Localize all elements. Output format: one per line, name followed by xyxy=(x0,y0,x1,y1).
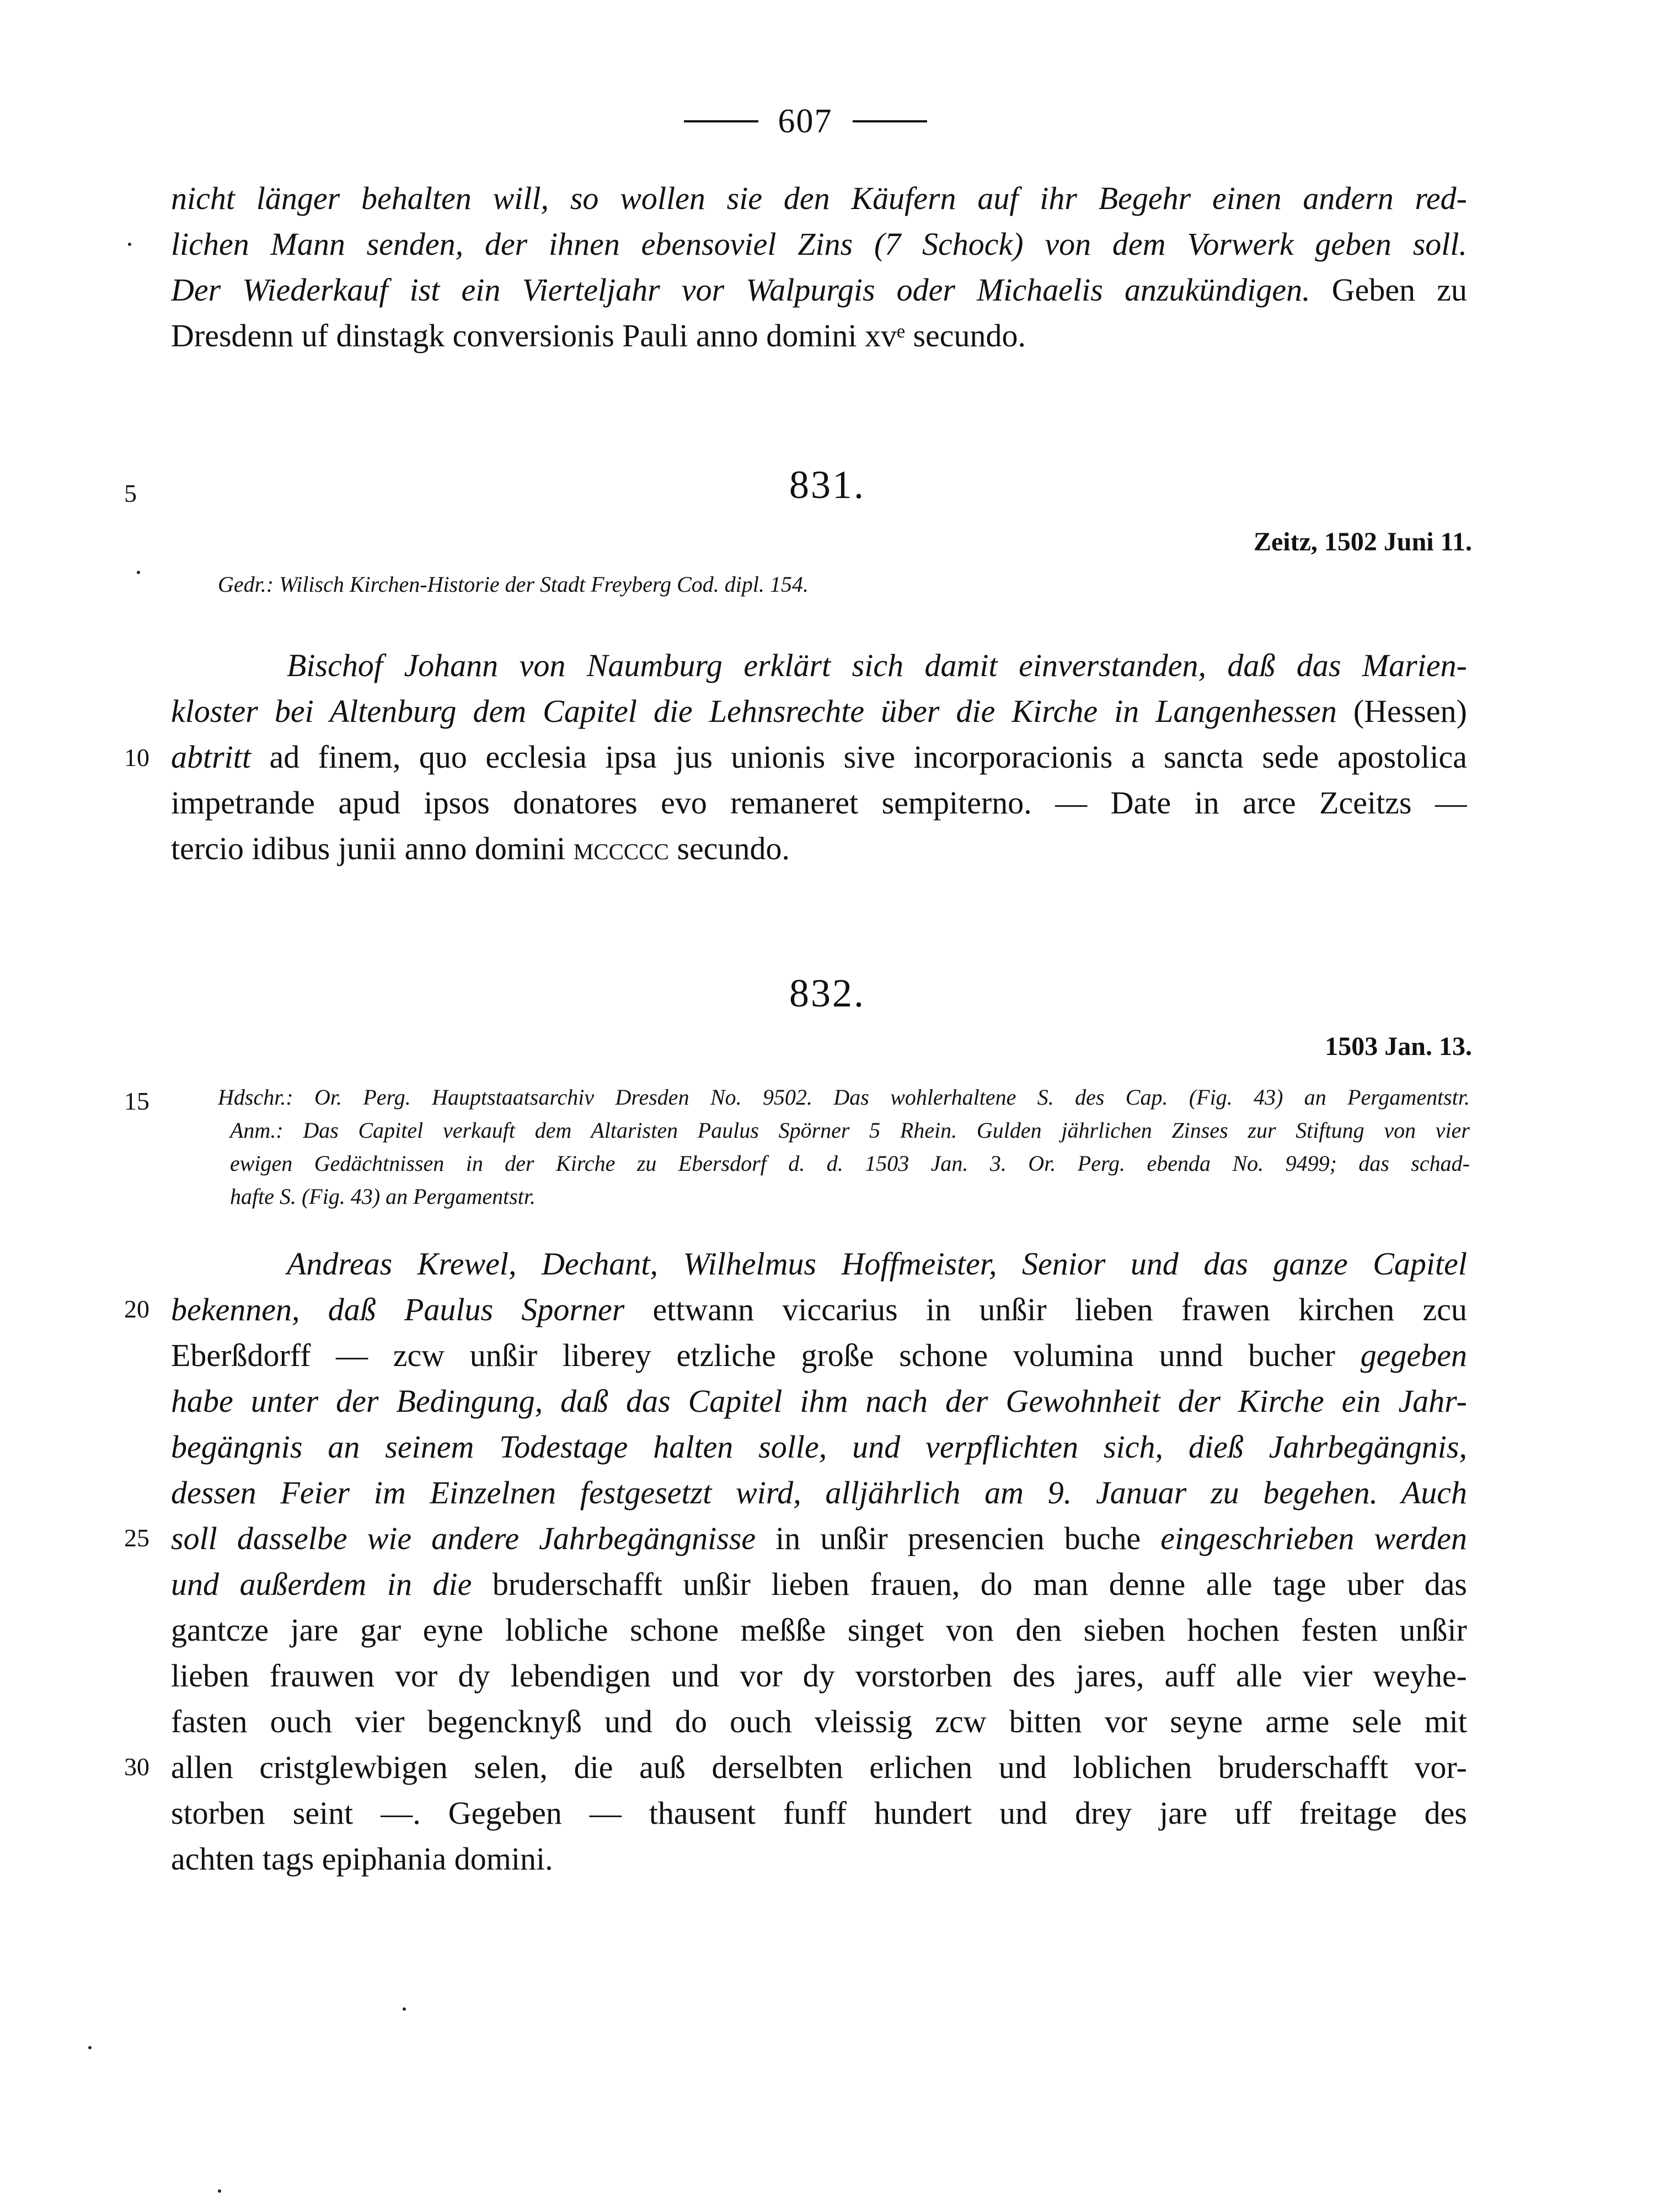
header-rule-right xyxy=(853,120,927,122)
text-line: allen cristglewbigen selen, die auß derselbten erlichen und loblichen bruderschafft vor- xyxy=(171,1749,1467,1785)
scan-speck xyxy=(403,2007,406,2011)
text-line: Andreas Krewel, Dechant, Wilhelmus Hoffmeister, Senior und das ganze Capitel xyxy=(287,1246,1467,1282)
text-line: lichen Mann senden, der ihnen ebensoviel Zins (7 Schock) von dem Vorwerk geben soll. xyxy=(171,226,1467,262)
page-header xyxy=(651,99,960,143)
text-line: abtritt ad finem, quo ecclesia ipsa jus unionis sive incorporacionis a sancta sede apostolica xyxy=(171,739,1467,775)
archival-notes xyxy=(218,1081,1470,1213)
scan-speck xyxy=(137,571,140,574)
note-line: Gedr.: Wilisch Kirchen-Historie der Stadt Freyberg Cod. dipl. 154. xyxy=(218,572,809,597)
text-line: bekennen, daß Paulus Sporner ettwann viccarius in unßir lieben frawen kirchen zcu xyxy=(171,1292,1467,1327)
document-dateline: Zeitz, 1502 Juni 11. xyxy=(1253,527,1472,556)
note-line: hafte S. (Fig. 43) an Pergamentstr. xyxy=(230,1184,536,1209)
line-number: 25 xyxy=(124,1524,149,1552)
scan-speck xyxy=(88,2046,92,2049)
text-line: und außerdem in die bruderschafft unßir lieben frauen, do man denne alle tage uber das xyxy=(171,1566,1467,1602)
text-line: kloster bei Altenburg dem Capitel die Lehnsrechte über die Kirche in Langenhessen (Hessen) xyxy=(171,693,1467,729)
text-line: nicht länger behalten will, so wollen sie den Käufern auf ihr Begehr einen andern red- xyxy=(171,180,1467,216)
page-number: 607 xyxy=(778,102,833,140)
text-line: gantcze jare gar eyne lobliche schone meßße singet von den sieben hochen festen unßir xyxy=(171,1612,1467,1648)
text-line: Der Wiederkauf ist ein Vierteljahr vor Walpurgis oder Michaelis anzukündigen. Geben zu xyxy=(171,272,1467,308)
document-831-text xyxy=(171,642,1467,871)
document-number: 832. xyxy=(789,971,865,1015)
note-line: Anm.: Das Capitel verkauft dem Altaristen Paulus Spörner 5 Rhein. Gulden jährlichen Zinses zur Stiftung von vier xyxy=(230,1118,1470,1143)
text-line: Dresdenn uf dinstagk conversionis Pauli anno domini xvᵉ secundo. xyxy=(171,318,1026,354)
text-line: storben seint —. Gegeben — thausent funff hundert und drey jare uff freitage des xyxy=(171,1795,1467,1831)
continuation-text xyxy=(171,175,1467,358)
line-number: 15 xyxy=(124,1087,149,1115)
note-line: Hdschr.: Or. Perg. Hauptstaatsarchiv Dresden No. 9502. Das wohlerhaltene S. des Cap. (Fig. 43) an Pergamentstr. xyxy=(218,1085,1470,1110)
text-line: Bischof Johann von Naumburg erklärt sich damit einverstanden, daß das Marien- xyxy=(287,647,1467,683)
document-number: 831. xyxy=(789,463,865,507)
text-line: achten tags epiphania domini. xyxy=(171,1841,553,1877)
text-line: Eberßdorff — zcw unßir liberey etzliche große schone volumina unnd bucher gegeben xyxy=(171,1337,1467,1373)
scan-speck xyxy=(218,2189,221,2193)
text-line: tercio idibus junii anno domini mccccc secundo. xyxy=(171,831,790,866)
text-line: impetrande apud ipsos donatores evo remaneret sempiterno. — Date in arce Zceitzs — xyxy=(171,785,1467,821)
document-832-text xyxy=(171,1241,1467,1882)
document-dateline: 1503 Jan. 13. xyxy=(1325,1032,1472,1061)
line-number: 5 xyxy=(124,479,137,507)
header-rule-left xyxy=(684,120,758,122)
text-line: soll dasselbe wie andere Jahrbegängnisse in unßir presencien buche eingeschrieben werden xyxy=(171,1520,1467,1556)
text-line: dessen Feier im Einzelnen festgesetzt wird, alljährlich am 9. Januar zu begehen. Auch xyxy=(171,1475,1467,1511)
line-number: 10 xyxy=(124,743,149,772)
line-number: 20 xyxy=(124,1295,149,1323)
line-number: 30 xyxy=(124,1753,149,1781)
text-line: begängnis an seinem Todestage halten solle, und verpflichten sich, dieß Jahrbegängnis, xyxy=(171,1429,1467,1465)
text-line: lieben frauwen vor dy lebendigen und vor dy vorstorben des jares, auff alle vier weyhe- xyxy=(171,1658,1467,1694)
edition-note xyxy=(218,568,1470,601)
text-line: habe unter der Bedingung, daß das Capitel ihm nach der Gewohnheit der Kirche ein Jahr- xyxy=(171,1383,1467,1419)
scan-speck xyxy=(128,243,131,246)
text-line: fasten ouch vier begencknyß und do ouch vleissig zcw bitten vor seyne arme sele mit xyxy=(171,1704,1467,1739)
note-line: ewigen Gedächtnissen in der Kirche zu Ebersdorf d. d. 1503 Jan. 3. Or. Perg. ebenda No. 9499; das schad- xyxy=(230,1151,1470,1176)
